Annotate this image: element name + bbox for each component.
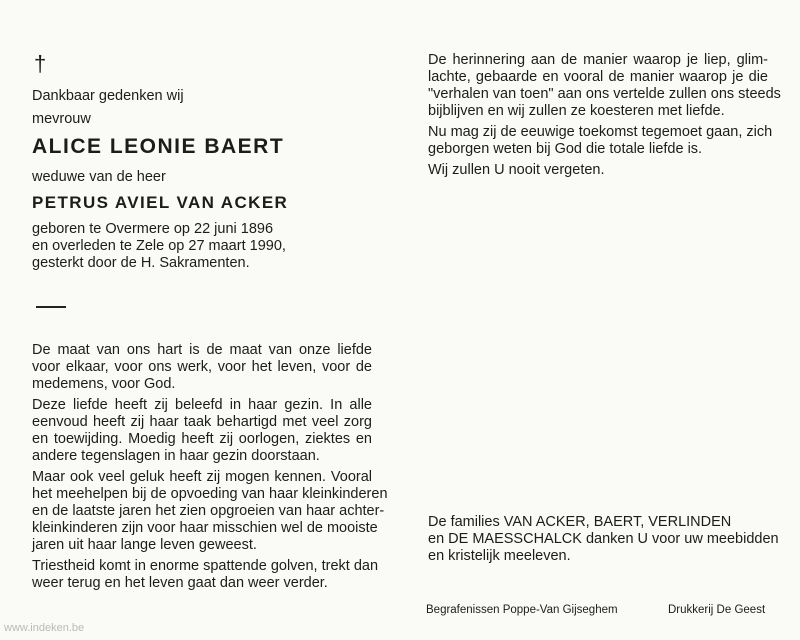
text-line: voor elkaar, voor ons werk, voor het leven, voor de — [32, 359, 372, 375]
right-paragraph-1 — [428, 52, 781, 120]
funeral-home-credit: Begrafenissen Poppe-Van Gijseghem — [426, 604, 618, 616]
dates-block — [32, 221, 372, 272]
text-line: bijblijven en wij zullen ze koesteren met liefde. — [428, 103, 725, 119]
families-line-2: en DE MAESSCHALCK danken U voor uw meebidden — [428, 531, 779, 547]
death-line: en overleden te Zele op 27 maart 1990, — [32, 238, 286, 254]
text-line: medemens, voor God. — [32, 376, 176, 392]
families-line-3: en kristelijk meeleven. — [428, 548, 571, 564]
text-line: het meehelpen bij de opvoeding van haar kleinkinderen — [32, 486, 388, 502]
intro-line-2: mevrouw — [32, 111, 91, 127]
text-line: Deze liefde heeft zij beleefd in haar gezin. In alle — [32, 397, 372, 413]
text-line: lachte, gebaarde en vooral de manier waarop je die — [428, 69, 768, 85]
site-watermark: www.indeken.be — [4, 622, 85, 634]
text-line: Wij zullen U nooit vergeten. — [428, 162, 605, 178]
deceased-name: ALICE LEONIE BAERT — [32, 135, 285, 158]
text-line: en toewijding. Moedig heeft zij oorlogen, ziektes en — [32, 431, 372, 447]
husband-name: PETRUS AVIEL VAN ACKER — [32, 193, 289, 212]
text-line: De herinnering aan de manier waarop je liep, glim- — [428, 52, 768, 68]
right-column — [428, 52, 781, 183]
birth-line: geboren te Overmere op 22 juni 1896 — [32, 221, 274, 237]
text-line: en de laatste jaren het zien opgroeien van haar achter- — [32, 503, 385, 519]
text-line: "verhalen van toen" aan ons vertelde zullen ons steeds — [428, 86, 781, 102]
left-paragraph-1 — [32, 342, 372, 393]
printer-credit: Drukkerij De Geest — [668, 604, 766, 616]
left-paragraph-2 — [32, 397, 372, 465]
left-paragraph-4 — [32, 558, 379, 592]
left-paragraph-3 — [32, 469, 388, 554]
sacraments-line: gesterkt door de H. Sakramenten. — [32, 255, 250, 271]
text-line: weer terug en het leven gaat dan weer verder. — [32, 575, 328, 591]
text-line: Maar ook veel geluk heeft zij mogen kennen. Vooral — [32, 469, 372, 485]
text-line: kleinkinderen zijn voor haar misschien wel de mooiste — [32, 520, 378, 536]
intro-line-1: Dankbaar gedenken wij — [32, 88, 184, 104]
cross-icon: † — [34, 51, 47, 76]
families-thanks — [428, 514, 779, 565]
text-line: De maat van ons hart is de maat van onze liefde — [32, 342, 372, 358]
widow-line: weduwe van de heer — [32, 169, 166, 185]
text-line: Triestheid komt in enorme spattende golven, trekt dan — [32, 558, 379, 574]
right-paragraph-2 — [428, 124, 773, 158]
families-line-1: De families VAN ACKER, BAERT, VERLINDEN — [428, 514, 732, 530]
text-line: andere tegenslagen in haar gezin doorstaan. — [32, 448, 320, 464]
left-column — [32, 51, 388, 596]
text-line: eenvoud heeft zij haar taak behartigd met veel zorg — [32, 414, 372, 430]
text-line: geborgen weten bij God die totale liefde is. — [428, 141, 703, 157]
divider — [36, 306, 66, 308]
text-line: Nu mag zij de eeuwige toekomst tegemoet gaan, zich — [428, 124, 773, 140]
text-line: jaren uit haar lange leven geweest. — [32, 537, 257, 553]
right-paragraph-3 — [428, 162, 768, 179]
